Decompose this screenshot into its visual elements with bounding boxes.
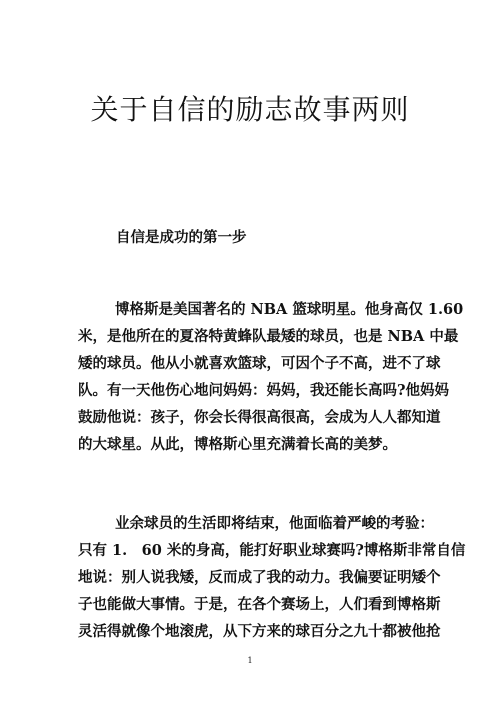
paragraph-line: 只有 1. 60 米的身高，能打好职业球赛吗?博格斯非常自信 (78, 542, 466, 559)
paragraph-line: 鼓励他说：孩子，你会长得很高很高，会成为人人都知道 (78, 409, 441, 426)
paragraph-1 (78, 296, 464, 458)
paragraph-line: 的大球星。从此，博格斯心里充满着长高的美梦。 (78, 436, 397, 453)
paragraph-line: 博格斯是美国著名的 NBA 篮球明星。他身高仅 1.60 (115, 301, 464, 318)
paragraph-line: 业余球员的生活即将结束，他面临着严峻的考验： (115, 515, 434, 532)
paragraph-line: 矮的球员。他从小就喜欢篮球，可因个子不高，进不了球 (78, 355, 441, 372)
paragraph-line: 子也能做大事情。于是，在各个赛场上，人们看到博格斯 (78, 596, 441, 613)
section-subtitle: 自信是成功的第一步 (116, 229, 247, 246)
paragraph-line: 地说：别人说我矮，反而成了我的动力。我偏要证明矮个 (78, 569, 441, 586)
paragraph-line: 灵活得就像个地滚虎，从下方来的球百分之九十都被他抢 (78, 623, 441, 640)
paragraph-line: 队。有一天他伤心地问妈妈：妈妈，我还能长高吗?他妈妈 (78, 382, 449, 399)
paragraph-2 (78, 510, 466, 645)
document-title: 关于自信的励志故事两则 (90, 93, 410, 126)
paragraph-line: 米，是他所在的夏洛特黄蜂队最矮的球员，也是 NBA 中最 (78, 328, 459, 345)
page-number: 1 (247, 656, 253, 665)
